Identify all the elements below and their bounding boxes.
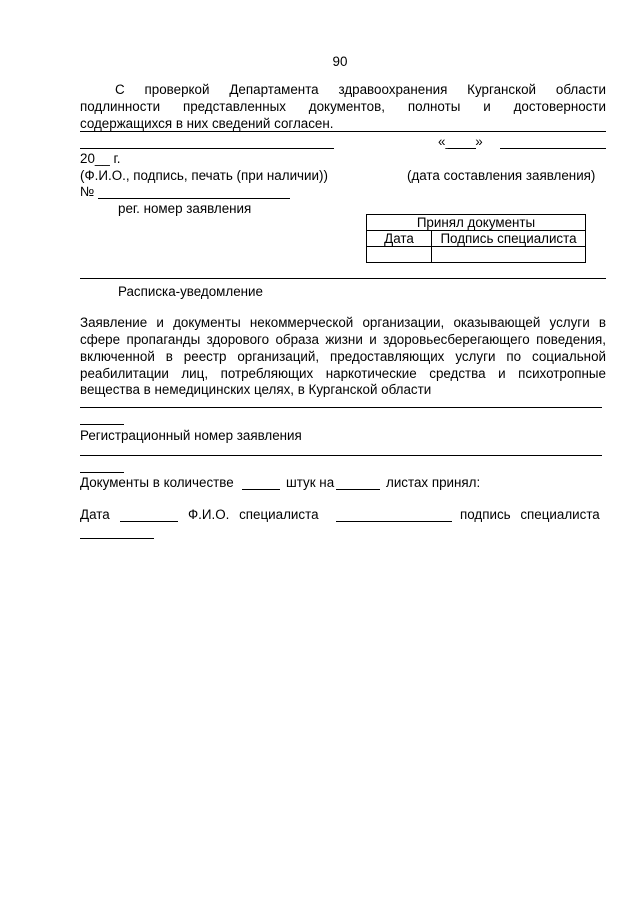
accepted-table-signature-cell[interactable] <box>432 247 586 263</box>
fio-caption: (Ф.И.О., подпись, печать (при наличии)) <box>80 168 328 183</box>
accepted-table-date-cell[interactable] <box>367 247 432 263</box>
sign-row-fio-label: Ф.И.О. специалиста <box>188 507 319 522</box>
receipt-title: Расписка-уведомление <box>118 284 263 299</box>
statement-line-2: сфере пропаганды здорового образа жизни и здоровьесберегающего поведения, <box>80 332 606 347</box>
docs-count-field[interactable] <box>242 489 280 490</box>
date-quotes: «____» <box>438 134 483 149</box>
accepted-table-date-header: Дата <box>367 231 432 247</box>
page-number: 90 <box>332 54 348 69</box>
reg-number-label: Регистрационный номер заявления <box>80 428 302 443</box>
fio-signature-line[interactable] <box>80 148 334 149</box>
docs-count-text-1: Документы в количестве <box>80 475 234 490</box>
agreement-line-3: содержащихся в них сведений согласен. <box>80 116 334 131</box>
accepted-documents-table <box>366 214 586 263</box>
sign-row-date-label: Дата <box>80 507 110 522</box>
statement-line-5: вещества в немедицинских целях, в Курганской области <box>80 382 432 397</box>
agreement-line-2: подлинности представленных документов, полноты и достоверности <box>80 99 606 114</box>
docs-count-text-3: листах принял: <box>386 475 481 490</box>
year-prefix: 20__ г. <box>80 151 121 166</box>
statement-line-3: включенной в реестр организаций, предоставляющих услуги по социальной <box>80 349 606 364</box>
sign-row-fio-field[interactable] <box>336 521 452 522</box>
date-day-line[interactable] <box>448 148 476 149</box>
reg-number-fill-line-short[interactable] <box>80 472 124 473</box>
sheets-count-field[interactable] <box>336 489 380 490</box>
reg-number-fill-line[interactable] <box>80 455 602 456</box>
sign-row-signature-field[interactable] <box>80 538 154 539</box>
date-month-line[interactable] <box>500 148 606 149</box>
agreement-underline <box>80 131 606 132</box>
statement-line-4: реабилитации лиц, потребляющих наркотические средства и психотропные <box>80 366 606 381</box>
sign-row-signature-label: подпись специалиста <box>460 507 600 522</box>
docs-count-text-2: штук на <box>286 475 335 490</box>
agreement-line-1: С проверкой Департамента здравоохранения Курганской области <box>115 82 606 97</box>
date-caption: (дата составления заявления) <box>407 168 596 183</box>
reg-number-line[interactable] <box>98 198 290 199</box>
reg-number-caption: рег. номер заявления <box>118 201 252 216</box>
accepted-table-signature-header: Подпись специалиста <box>432 231 586 247</box>
statement-fill-line-short[interactable] <box>80 424 124 425</box>
number-sign: № <box>80 184 95 199</box>
statement-fill-line[interactable] <box>80 407 602 408</box>
sign-row-date-field[interactable] <box>120 521 178 522</box>
accepted-table-title: Принял документы <box>367 215 586 231</box>
section-divider <box>80 278 606 279</box>
statement-line-1: Заявление и документы некоммерческой организации, оказывающей услуги в <box>80 315 606 330</box>
